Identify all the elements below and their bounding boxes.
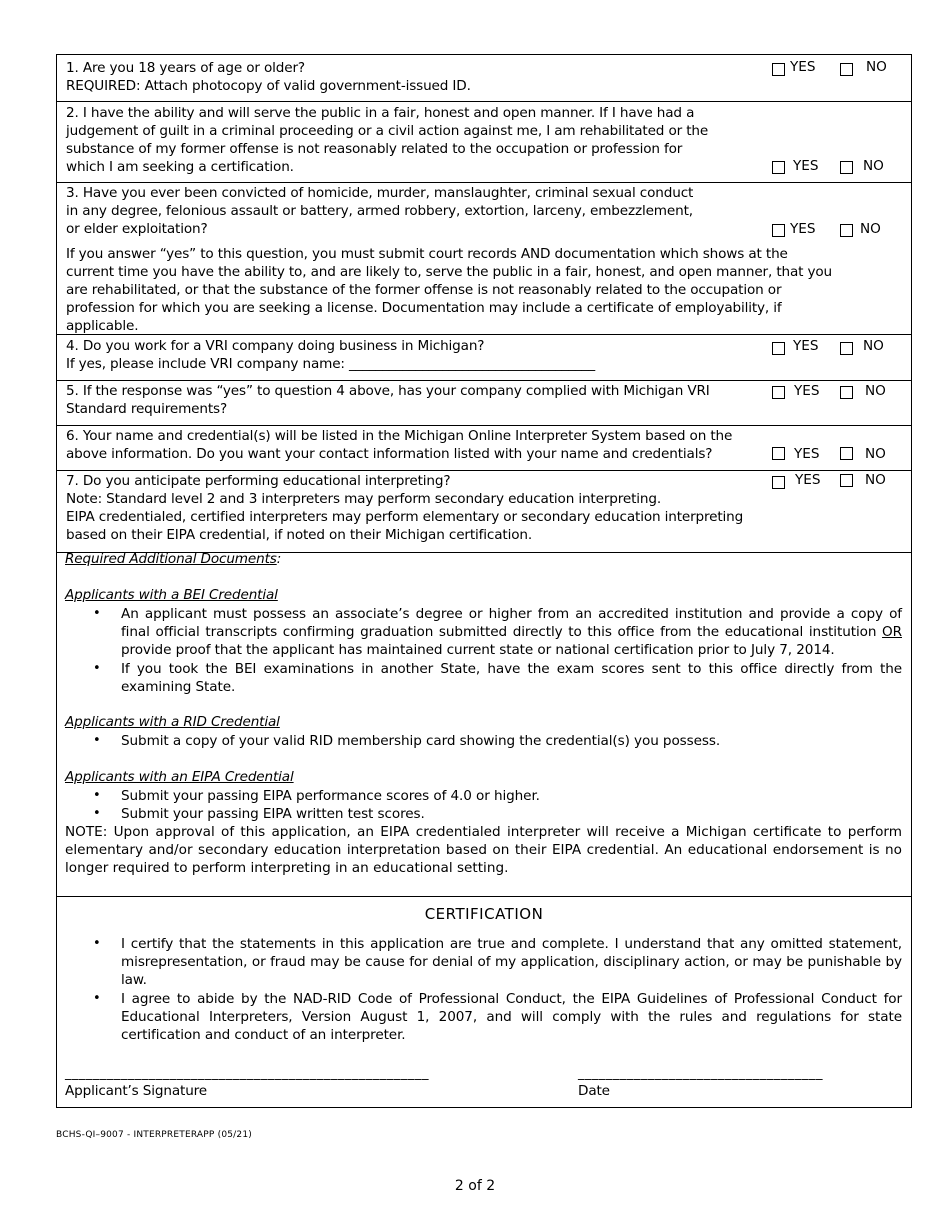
date-field[interactable]: ___________________________________: [578, 1066, 823, 1081]
question-7-line: 7. Do you anticipate performing educational interpreting?: [66, 473, 451, 489]
question-3-yes-label: YES: [790, 221, 816, 237]
question-7-line: based on their EIPA credential, if noted on their Michigan certification.: [66, 527, 533, 543]
bullet-icon: •: [93, 606, 101, 621]
question-3-row: [57, 183, 911, 335]
question-3-note-line: current time you have the ability to, and are likely to, serve the public in a fair, honest, and open manner, that you: [66, 264, 833, 280]
question-3-no-label: NO: [860, 221, 881, 237]
rid-requirement-card: Submit a copy of your valid RID membership card showing the credential(s) you possess.: [121, 733, 721, 749]
question-1-no-checkbox[interactable]: [840, 63, 853, 76]
question-4-no-label: NO: [863, 338, 884, 354]
question-1-yes-label: YES: [790, 59, 816, 75]
question-5-no-checkbox[interactable]: [840, 386, 853, 399]
question-5-yes-checkbox[interactable]: [772, 386, 785, 399]
bullet-icon: •: [93, 733, 101, 748]
question-7-line: EIPA credentialed, certified interpreters may perform elementary or secondary education interpreting: [66, 509, 744, 525]
question-4-text: 4. Do you work for a VRI company doing business in Michigan?: [66, 338, 485, 354]
bei-requirement-exam-scores: If you took the BEI examinations in another State, have the exam scores sent to this office directly from the examining State.: [121, 661, 902, 695]
question-2-line: judgement of guilt in a criminal proceeding or a civil action against me, I am rehabilitated or the: [66, 123, 709, 139]
question-5-row: [57, 381, 911, 426]
date-label: Date: [578, 1083, 610, 1099]
eipa-approval-note: NOTE: Upon approval of this application, an EIPA credentialed interpreter will receive a Michigan certificate to perform elementary and/or secondary education interpretation based on their EIPA credential. An educational endorsement is no longer required to perform interpreting in an educational setting.: [65, 824, 902, 876]
signature-field[interactable]: ____________________________________________________: [65, 1066, 429, 1081]
certification-statement-truth: I certify that the statements in this application are true and complete. I understand that any omitted statement, misrepresentation, or fraud may be cause for denial of my application, disciplinary action, or may be punishable by law.: [121, 936, 902, 988]
question-3-line: in any degree, felonious assault or battery, armed robbery, extortion, larceny, embezzlement,: [66, 203, 693, 219]
question-6-no-label: NO: [865, 446, 886, 462]
signature-label: Applicant’s Signature: [65, 1083, 208, 1099]
question-3-line: 3. Have you ever been convicted of homicide, murder, manslaughter, criminal sexual conduct: [66, 185, 694, 201]
question-4-no-checkbox[interactable]: [840, 342, 853, 355]
question-4-row: [57, 335, 911, 381]
page-number: 2 of 2: [454, 1178, 496, 1194]
question-6-yes-checkbox[interactable]: [772, 447, 785, 460]
vri-company-name-field[interactable]: If yes, please include VRI company name: _____________________________________: [66, 356, 595, 372]
form-id: BCHS-QI–9007 - INTERPRETERAPP (05/21): [56, 1130, 252, 1140]
question-1-yes-checkbox[interactable]: [772, 63, 785, 76]
question-2-yes-checkbox[interactable]: [772, 161, 785, 174]
question-6-row: [57, 426, 911, 471]
question-2-no-checkbox[interactable]: [840, 161, 853, 174]
question-7-line: Note: Standard level 2 and 3 interpreters may perform secondary education interpreting.: [66, 491, 662, 507]
bullet-icon: •: [93, 806, 101, 821]
bullet-icon: •: [93, 661, 101, 676]
eipa-requirement-performance: Submit your passing EIPA performance scores of 4.0 or higher.: [121, 788, 540, 804]
question-4-yes-checkbox[interactable]: [772, 342, 785, 355]
bei-requirement-degree: An applicant must possess an associate’s degree or higher from an accredited institution and provide a copy of final official transcripts confirming graduation submitted directly to this office from the educational institution OR provide proof that the applicant has maintained current state or national certification prior to July 7, 2014.: [121, 606, 902, 658]
question-4-yes-label: YES: [793, 338, 819, 354]
bei-credential-heading: Applicants with a BEI Credential: [65, 587, 278, 603]
question-7-no-checkbox[interactable]: [840, 474, 853, 487]
question-3-no-checkbox[interactable]: [840, 224, 853, 237]
question-3-line: or elder exploitation?: [66, 221, 208, 237]
question-3-yes-checkbox[interactable]: [772, 224, 785, 237]
bullet-icon: •: [93, 936, 101, 951]
question-5-line: Standard requirements?: [66, 401, 228, 417]
question-2-yes-label: YES: [793, 158, 819, 174]
question-7-yes-checkbox[interactable]: [772, 476, 785, 489]
question-3-note-line: If you answer “yes” to this question, you must submit court records AND documentation which shows at the: [66, 246, 788, 262]
question-5-yes-label: YES: [794, 383, 820, 399]
rid-credential-heading: Applicants with a RID Credential: [65, 714, 280, 730]
question-2-no-label: NO: [863, 158, 884, 174]
question-7-no-label: NO: [865, 472, 886, 488]
question-6-no-checkbox[interactable]: [840, 447, 853, 460]
question-3-note-line: are rehabilitated, or that the substance of the former offense is not reasonably related to the occupation or: [66, 282, 782, 298]
bullet-icon: •: [93, 991, 101, 1006]
bullet-icon: •: [93, 788, 101, 803]
question-5-line: 5. If the response was “yes” to question 4 above, has your company complied with Michigan VRI: [66, 383, 710, 399]
eipa-requirement-written: Submit your passing EIPA written test scores.: [121, 806, 425, 822]
question-2-line: which I am seeking a certification.: [66, 159, 294, 175]
question-6-yes-label: YES: [794, 446, 820, 462]
question-7-row: [57, 471, 911, 553]
question-2-line: 2. I have the ability and will serve the public in a fair, honest and open manner. If I have had a: [66, 105, 695, 121]
certification-statement-conduct: I agree to abide by the NAD-RID Code of Professional Conduct, the EIPA Guidelines of Professional Conduct for Educational Interpreters, Version August 1, 2007, and will comply with the rules and regulations for state certification and conduct of an interpreter.: [121, 991, 902, 1043]
eipa-credential-heading: Applicants with an EIPA Credential: [65, 769, 294, 785]
question-6-line: above information. Do you want your contact information listed with your name and credentials?: [66, 446, 713, 462]
question-5-no-label: NO: [865, 383, 886, 399]
question-3-note-line: applicable.: [66, 318, 139, 334]
question-2-row: [57, 102, 911, 183]
question-7-yes-label: YES: [795, 472, 821, 488]
certification-title: CERTIFICATION: [424, 905, 544, 923]
question-1-requirement: REQUIRED: Attach photocopy of valid government-issued ID.: [66, 78, 471, 94]
question-1-text: 1. Are you 18 years of age or older?: [66, 60, 305, 76]
question-3-note-line: profession for which you are seeking a license. Documentation may include a certificate of employability, if: [66, 300, 782, 316]
question-6-line: 6. Your name and credential(s) will be listed in the Michigan Online Interpreter System based on the: [66, 428, 733, 444]
question-1-no-label: NO: [866, 59, 887, 75]
required-documents-heading: Required Additional Documents:: [65, 551, 282, 567]
question-1-row: [57, 55, 911, 102]
question-2-line: substance of my former offense is not reasonably related to the occupation or profession for: [66, 141, 683, 157]
